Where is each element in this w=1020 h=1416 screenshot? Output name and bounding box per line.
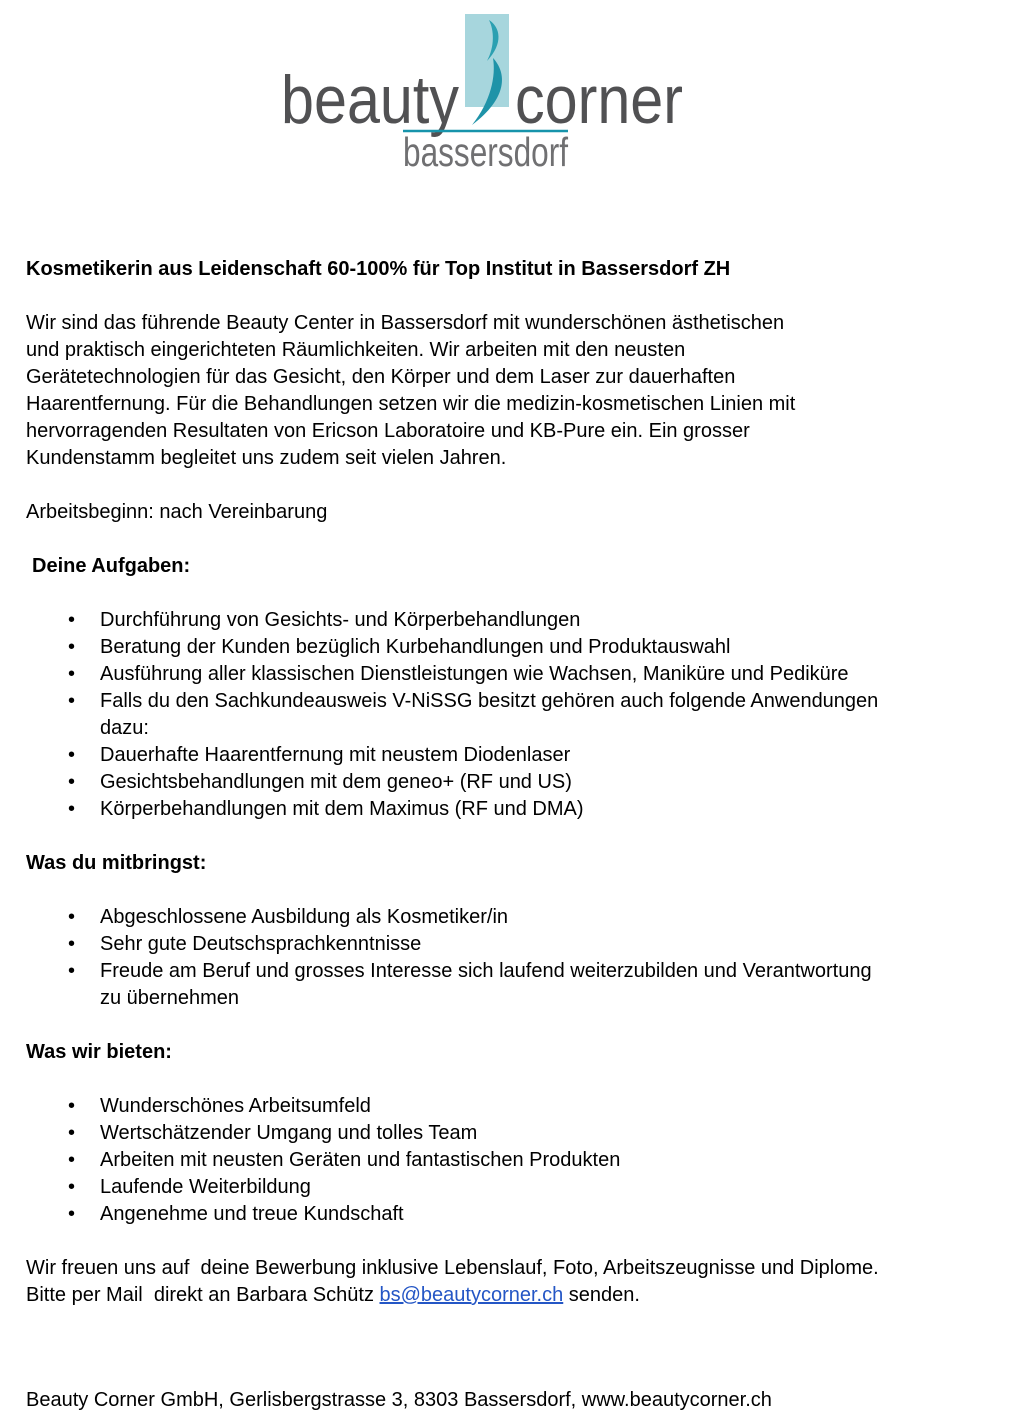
logo <box>276 13 696 186</box>
bullet-item: • Gesichtsbehandlungen mit dem geneo+ (RF und US) <box>26 769 880 796</box>
bullet-item: • Dauerhafte Haarentfernung mit neustem Diodenlaser <box>26 742 880 769</box>
bullet-item: • Beratung der Kunden bezüglich Kurbehandlungen und Produktauswahl <box>26 634 880 661</box>
section-heading-requirements: Was du mitbringst: <box>26 852 207 874</box>
bullet-item: • Wunderschönes Arbeitsumfeld <box>26 1093 880 1120</box>
job-posting-body <box>0 256 950 1414</box>
closing-paragraph <box>26 1255 885 1309</box>
offers-list <box>26 1093 880 1228</box>
closing-text-before-link: Wir freuen uns auf deine Bewerbung inklusive Lebenslauf, Foto, Arbeitszeugnisse und Diplome. Bitte per Mail direkt an Barbara Schütz <box>26 1257 885 1306</box>
paragraph-line: Haarentfernung. Für die Behandlungen setzen wir die medizin-kosmetischen Linien mit <box>26 393 796 415</box>
logo-subtitle: bassersdorf <box>403 129 569 175</box>
bullet-item: • Falls du den Sachkundeausweis V-NiSSG besitzt gehören auch folgende Anwendungen dazu: <box>26 688 880 742</box>
section-heading-offers: Was wir bieten: <box>26 1041 172 1063</box>
bullet-item: • Wertschätzender Umgang und tolles Team <box>26 1120 880 1147</box>
bullet-item: • Freude am Beruf und grosses Interesse sich laufend weiterzubilden und Verantwortung zu übernehmen <box>26 958 880 1012</box>
bullet-item: • Angenehme und treue Kundschaft <box>26 1201 880 1228</box>
beauty-corner-logo <box>276 13 696 178</box>
logo-word-corner: corner <box>515 62 683 138</box>
email-link[interactable]: bs@beautycorner.ch <box>379 1284 564 1306</box>
start-date-line: Arbeitsbeginn: nach Vereinbarung <box>26 501 328 523</box>
paragraph-line: Wir sind das führende Beauty Center in Bassersdorf mit wunderschönen ästhetischen <box>26 312 785 334</box>
bullet-item: • Körperbehandlungen mit dem Maximus (RF und DMA) <box>26 796 880 823</box>
paragraph-line: Kundenstamm begleitet uns zudem seit vielen Jahren. <box>26 447 507 469</box>
bullet-item: • Arbeiten mit neusten Geräten und fantastischen Produkten <box>26 1147 880 1174</box>
bullet-item: • Laufende Weiterbildung <box>26 1174 880 1201</box>
job-title: Kosmetikerin aus Leidenschaft 60-100% für Top Institut in Bassersdorf ZH <box>26 258 731 280</box>
paragraph-line: hervorragenden Resultaten von Ericson Laboratoire und KB-Pure ein. Ein grosser <box>26 420 750 442</box>
bullet-item: • Durchführung von Gesichts- und Körperbehandlungen <box>26 607 880 634</box>
bullet-item: • Ausführung aller klassischen Dienstleistungen wie Wachsen, Maniküre und Pediküre <box>26 661 880 688</box>
bullet-item: • Sehr gute Deutschsprachkenntnisse <box>26 931 880 958</box>
paragraph-line: und praktisch eingerichteten Räumlichkeiten. Wir arbeiten mit den neusten <box>26 339 686 361</box>
intro-paragraph <box>26 310 880 472</box>
logo-teal-block <box>465 14 509 107</box>
bullet-item: • Abgeschlossene Ausbildung als Kosmetiker/in <box>26 904 880 931</box>
requirements-list <box>26 904 880 1012</box>
tasks-list <box>26 607 880 823</box>
section-heading-tasks: Deine Aufgaben: <box>32 555 191 577</box>
footer-line: Beauty Corner GmbH, Gerlisbergstrasse 3, 8303 Bassersdorf, www.beautycorner.ch <box>26 1389 772 1411</box>
paragraph-line: Gerätetechnologien für das Gesicht, den Körper und dem Laser zur dauerhaften <box>26 366 736 388</box>
closing-text-after-link: senden. <box>563 1284 640 1306</box>
logo-word-beauty: beauty <box>281 62 459 138</box>
